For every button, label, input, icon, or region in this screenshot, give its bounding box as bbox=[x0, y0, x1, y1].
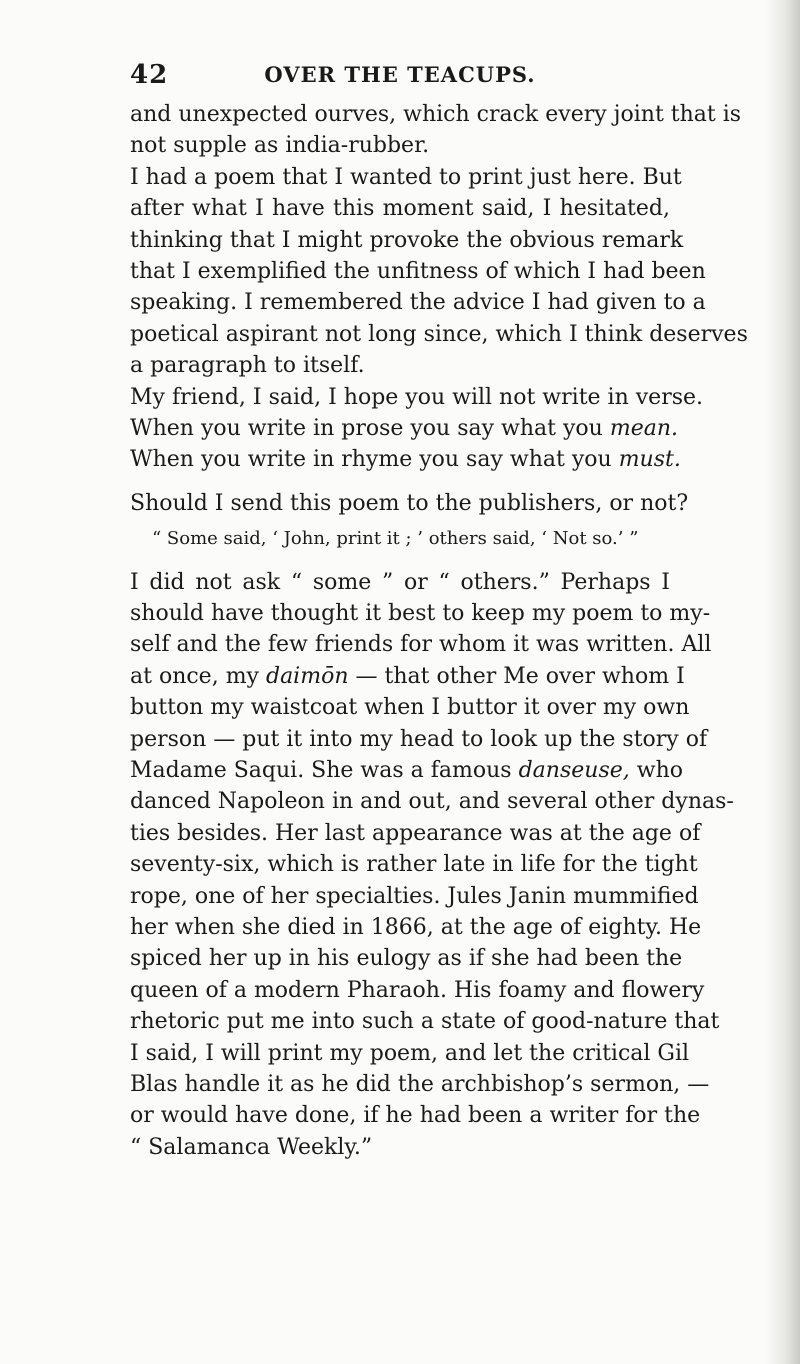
text-line bbox=[130, 976, 705, 1006]
text-segment: poetical aspirant not long since, which I think deserves bbox=[130, 321, 748, 347]
text-segment: self and the few friends for whom it was written. All bbox=[130, 632, 712, 658]
text-segment: I had a poem that I wanted to print just here. But bbox=[130, 164, 682, 190]
text-line bbox=[130, 320, 748, 350]
text-segment: — that other Me over whom I bbox=[348, 663, 685, 689]
text-line bbox=[130, 257, 706, 287]
text-segment: should have thought it best to keep my poem to my- bbox=[130, 601, 711, 626]
text-line bbox=[130, 1039, 690, 1069]
text-segment: thinking that I might provoke the obvious remark bbox=[130, 227, 684, 253]
text-line bbox=[130, 100, 742, 130]
text-segment: queen of a modern Pharaoh. His foamy and flowery bbox=[130, 977, 705, 1003]
text-segment: Should I send this poem to the publishers, or not? bbox=[130, 490, 689, 516]
text-segment: Blas handle it as he did the archbishop’s sermon, — bbox=[130, 1072, 710, 1097]
text-segment: My friend, I said, I hope you will not write in verse. bbox=[130, 384, 704, 410]
text-segment: speaking. I remembered the advice I had given to a bbox=[130, 290, 706, 316]
text-segment: When you write in prose you say what you bbox=[130, 416, 610, 441]
text-line bbox=[130, 194, 670, 224]
text-line bbox=[130, 1007, 720, 1037]
text-segment: or would have done, if he had been a writer for the bbox=[130, 1103, 701, 1129]
page-header bbox=[130, 60, 670, 94]
text-segment: after what I have this moment said, I hesitated, bbox=[130, 196, 670, 222]
page-edge-shadow bbox=[766, 0, 800, 1364]
text-line bbox=[130, 787, 734, 817]
text-segment: that I exemplified the unfitness of which I had been bbox=[130, 259, 706, 284]
text-line bbox=[130, 630, 712, 660]
text-segment: danced Napoleon in and out, and several other dynas- bbox=[130, 789, 734, 815]
text-segment: rhetoric put me into such a state of good-nature that bbox=[130, 1009, 720, 1035]
text-line bbox=[130, 693, 690, 723]
text-line bbox=[130, 819, 701, 849]
text-line bbox=[130, 414, 679, 444]
text-segment: not supple as india-rubber. bbox=[130, 133, 430, 159]
text-line bbox=[130, 163, 682, 193]
italic-text: must. bbox=[618, 447, 681, 473]
running-head: OVER THE TEACUPS. bbox=[264, 62, 536, 87]
text-line bbox=[130, 913, 702, 943]
text-line bbox=[130, 599, 711, 629]
text-line bbox=[130, 725, 708, 755]
text-segment: rope, one of her specialties. Jules Janin mummified bbox=[130, 883, 699, 909]
italic-text: danseuse, bbox=[518, 758, 630, 783]
text-segment: button my waistcoat when I buttor it over my own bbox=[130, 695, 690, 721]
text-line bbox=[130, 131, 670, 161]
page-number: 42 bbox=[130, 60, 169, 90]
text-line bbox=[130, 489, 689, 519]
text-line bbox=[130, 288, 706, 318]
text-segment: her when she died in 1866, at the age of eighty. He bbox=[130, 915, 702, 940]
text-segment: and unexpected ourves, which crack every joint that is bbox=[130, 102, 742, 127]
text-line bbox=[130, 1133, 670, 1163]
text-line bbox=[130, 882, 699, 912]
text-line bbox=[130, 568, 670, 598]
italic-text: mean. bbox=[609, 416, 679, 441]
text-segment: a paragraph to itself. bbox=[130, 353, 365, 379]
text-segment: ties besides. Her last appearance was at the age of bbox=[130, 820, 701, 846]
text-segment: “ Salamanca Weekly.” bbox=[130, 1134, 373, 1160]
text-segment: I did not ask “ some ” or “ others.” Perhaps I bbox=[130, 569, 670, 595]
text-line bbox=[130, 226, 684, 256]
text-line bbox=[130, 850, 698, 880]
text-line bbox=[152, 524, 670, 554]
text-segment: person — put it into my head to look up the story of bbox=[130, 726, 708, 752]
text-line bbox=[130, 756, 683, 786]
text-line bbox=[130, 1070, 710, 1100]
text-segment: seventy-six, which is rather late in life for the tight bbox=[130, 852, 698, 878]
text-line bbox=[130, 944, 683, 974]
text-line bbox=[130, 351, 670, 381]
text-line bbox=[130, 1101, 701, 1131]
text-segment: spiced her up in his eulogy as if she had been the bbox=[130, 946, 683, 972]
text-line bbox=[130, 445, 681, 475]
text-segment: at once, my bbox=[130, 663, 266, 689]
text-segment: I said, I will print my poem, and let the critical Gil bbox=[130, 1040, 690, 1066]
text-segment: Madame Saqui. She was a famous bbox=[130, 758, 519, 783]
text-line bbox=[130, 383, 704, 413]
italic-text: daimōn bbox=[265, 663, 349, 689]
text-segment: who bbox=[629, 758, 683, 783]
text-line bbox=[130, 662, 685, 692]
text-segment: “ Some said, ‘ John, print it ; ’ others said, ‘ Not so.’ ” bbox=[152, 528, 639, 550]
text-segment: When you write in rhyme you say what you bbox=[130, 447, 619, 473]
